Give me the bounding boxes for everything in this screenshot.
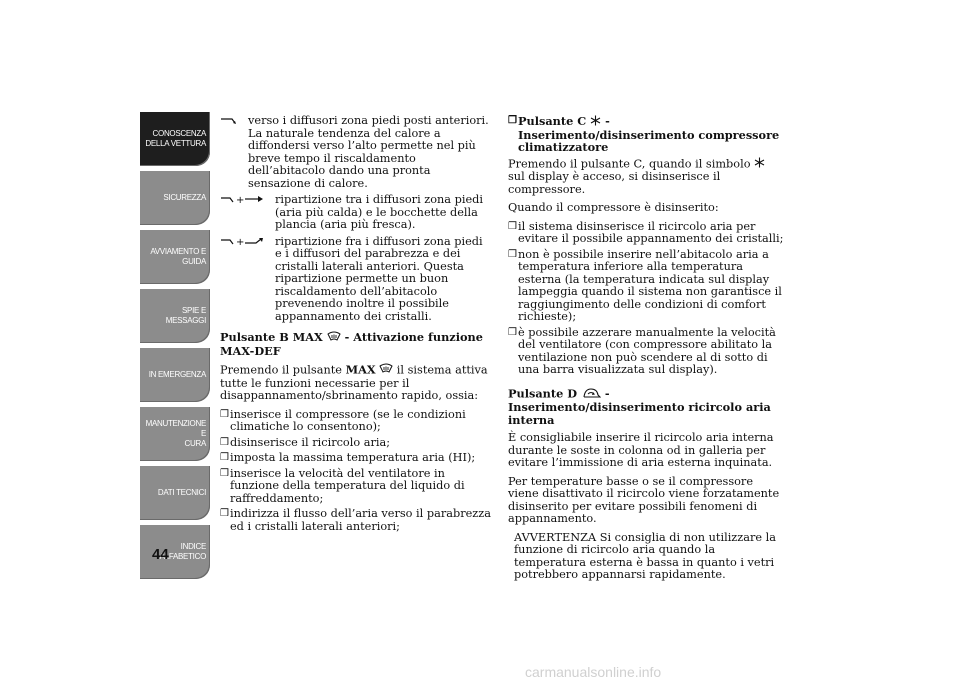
tab-sicurezza[interactable] — [140, 171, 210, 225]
tab-indice[interactable] — [140, 525, 210, 579]
tab-conoscenza[interactable] — [140, 112, 210, 166]
airflow-item — [220, 236, 492, 324]
bullet-mark: ❒ — [220, 452, 229, 464]
tab-label: DATI TECNICI — [157, 488, 206, 497]
list-item: ❒ indirizza il flusso dell’aria verso il parabrezza ed i cristalli laterali anteriori; — [220, 507, 491, 533]
recirculation-paragraph: È consigliabile inserire il ricircolo aria interna durante le soste in colonna od in galleria per evitare l’immissione di aria esterna inquinata. — [508, 431, 774, 470]
bullet-mark: ❒ — [220, 467, 229, 479]
max-def-intro: Premendo il pulsante MAX il sistema attiva tutte le funzioni necessarie per il disappannamento/sbrinamento rapido, ossia: — [220, 362, 488, 403]
bullet-mark: ❒ — [220, 508, 229, 520]
list-item: ❒ disinserisce il ricircolo aria; — [220, 435, 391, 449]
svg-text:+: + — [236, 195, 245, 204]
bullet-mark: ❒ — [220, 436, 229, 448]
watermark: carmanualsonline.info — [525, 664, 662, 680]
bullet-mark: ❒ — [508, 248, 517, 260]
tab-label: IN EMERGENZA — [148, 370, 206, 379]
right-column — [508, 115, 784, 588]
list-item: ❒ non è possibile inserire nell’abitacolo aria a temperatura inferiore alla temperatura esterna (la temperatura indicata sul display lampeggia quando il sistema non garantisce il raggiungimento delle condizioni di comfort richieste); — [508, 247, 782, 324]
tab-label: CONOSCENZA DELLA VETTURA — [145, 129, 206, 148]
max-def-heading: Pulsante B MAX - Attivazione funzione MAX-DEF — [220, 330, 483, 358]
list-item: ❒ inserisce il compressore (se le condizioni climatiche lo consentono); — [220, 407, 466, 434]
chapter-tabs — [140, 112, 210, 584]
feet-windshield-airflow-icon — [220, 236, 275, 324]
list-item: ❒ è possibile azzerare manualmente la velocità del ventilatore (con compressore abilitato la ventilazione non può scendere al di sotto di una barra visualizzata sul display). — [508, 325, 776, 377]
tab-dati-tecnici[interactable] — [140, 466, 210, 520]
bullet-mark: ❒ — [508, 326, 517, 338]
airflow-item — [220, 194, 492, 232]
recirculation-icon — [581, 387, 601, 402]
airflow-text: ripartizione fra i diffusori zona piedi e i diffusori del parabrezza e dei cristalli laterali anteriori. Questa ripartizione permette un buon riscaldamento dell’abitacolo prevenendo inoltre il possibile appannamento dei cristalli. — [275, 234, 483, 323]
page-number: 44 — [152, 546, 169, 563]
tab-manutenzione[interactable] — [140, 407, 210, 461]
tab-label: SPIE E MESSAGGI — [165, 306, 206, 325]
feet-airflow-icon — [220, 115, 248, 190]
tab-label: SICUREZZA — [163, 193, 206, 202]
recirculation-heading: Pulsante D - Inserimento/disinserimento ricircolo aria interna — [508, 386, 771, 427]
svg-text:+: + — [236, 236, 245, 246]
tab-spie[interactable] — [140, 289, 210, 343]
tab-avviamento[interactable] — [140, 230, 210, 284]
bullet-mark: ❒ — [220, 408, 229, 420]
bullet-mark: ❒ — [508, 220, 517, 232]
tab-label: INDICE ALFABETICO — [159, 542, 206, 561]
compressor-heading: ❒ Pulsante C - Inserimento/disinserimento compressore climatizzatore — [508, 114, 780, 155]
warning-note: AVVERTENZA Si consiglia di non utilizzare la funzione di ricircolo aria quando la temperatura esterna è bassa in quanto i vetri potrebbero appannarsi rapidamente. — [514, 530, 776, 582]
airflow-item — [220, 115, 492, 190]
feet-dashboard-airflow-icon — [220, 194, 275, 232]
compressor-snowflake-icon — [590, 115, 601, 129]
recirculation-paragraph: Per temperature basse o se il compressore viene disattivato il ricircolo viene forzatamente disinserito per evitare possibili fenomeni di appannamento. — [508, 474, 780, 526]
compressor-paragraph: Premendo il pulsante C, quando il simbolo sul display è acceso, si disinserisce il compressore. — [508, 157, 784, 197]
airflow-text: verso i diffusori zona piedi posti anteriori. La naturale tendenza del calore a diffondersi verso l’alto permette nel più breve tempo il riscaldamento dell’abitacolo dando una pronta sensazione di calore. — [248, 114, 489, 190]
list-item: ❒ imposta la massima temperatura aria (HI); — [220, 451, 476, 465]
max-def-icon — [327, 331, 341, 345]
tab-emergenza[interactable] — [140, 348, 210, 402]
compressor-off-intro: Quando il compressore è disinserito: — [508, 201, 719, 215]
list-item: ❒ il sistema disinserisce il ricircolo aria per evitare il possibile appannamento dei cristalli; — [508, 219, 784, 246]
tab-label: MANUTENZIONE E CURA — [145, 419, 206, 448]
bullet-mark: ❒ — [508, 115, 517, 126]
compressor-snowflake-icon — [754, 157, 765, 172]
tab-label: AVVIAMENTO E GUIDA — [150, 247, 206, 266]
max-def-icon — [379, 363, 393, 378]
airflow-text: ripartizione tra i diffusori zona piedi (aria più calda) e le bocchette della plancia (aria più fresca). — [275, 193, 483, 231]
list-item: ❒ inserisce la velocità del ventilatore in funzione della temperatura del liquido di raffreddamento; — [220, 466, 465, 505]
left-column — [220, 115, 492, 536]
